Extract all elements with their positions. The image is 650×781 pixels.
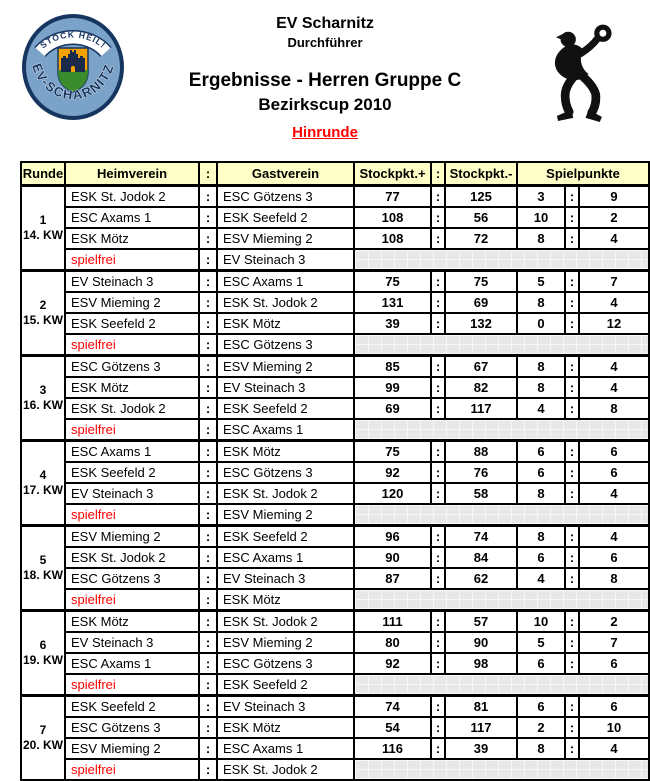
spielpunkte-home-cell: 5 — [517, 632, 565, 653]
stockpkt-plus-cell: 116 — [354, 738, 431, 759]
header-colon: : — [431, 162, 445, 186]
spielpunkte-home-cell: 5 — [517, 271, 565, 293]
bye-row — [21, 674, 649, 696]
colon-cell: : — [199, 249, 217, 271]
colon-cell: : — [565, 271, 579, 293]
bye-team-cell: ESK Mötz — [217, 589, 354, 611]
stockpkt-plus-cell: 54 — [354, 717, 431, 738]
spielpunkte-home-cell: 0 — [517, 313, 565, 334]
spielpunkte-guest-cell: 4 — [579, 292, 649, 313]
stockpkt-plus-cell: 120 — [354, 483, 431, 504]
colon-cell: : — [431, 377, 445, 398]
colon-cell: : — [199, 334, 217, 356]
stockpkt-plus-cell: 69 — [354, 398, 431, 419]
stockpkt-plus-cell: 99 — [354, 377, 431, 398]
guest-team-cell: EV Steinach 3 — [217, 377, 354, 398]
colon-cell: : — [431, 271, 445, 293]
spielpunkte-home-cell: 8 — [517, 292, 565, 313]
stockpkt-minus-cell: 72 — [445, 228, 517, 249]
round-cell — [21, 186, 65, 271]
spielpunkte-home-cell: 8 — [517, 738, 565, 759]
spielpunkte-home-cell: 3 — [517, 186, 565, 208]
colon-cell: : — [431, 462, 445, 483]
stockpkt-minus-cell: 56 — [445, 207, 517, 228]
home-team-cell: ESC Götzens 3 — [65, 356, 199, 378]
header-stockpkt-minus: Stockpkt.- — [445, 162, 517, 186]
guest-team-cell: ESC Axams 1 — [217, 271, 354, 293]
spielfrei-cell: spielfrei — [65, 504, 199, 526]
spielpunkte-home-cell: 8 — [517, 377, 565, 398]
colon-cell: : — [431, 186, 445, 208]
stockpkt-minus-cell: 82 — [445, 377, 517, 398]
header-colon: : — [199, 162, 217, 186]
empty-result-cell — [354, 334, 649, 356]
spielpunkte-guest-cell: 6 — [579, 653, 649, 674]
bye-row — [21, 334, 649, 356]
stockpkt-minus-cell: 125 — [445, 186, 517, 208]
spielpunkte-guest-cell: 2 — [579, 611, 649, 633]
home-team-cell: ESV Mieming 2 — [65, 526, 199, 548]
stockpkt-minus-cell: 132 — [445, 313, 517, 334]
spielpunkte-guest-cell: 4 — [579, 483, 649, 504]
spielpunkte-guest-cell: 7 — [579, 632, 649, 653]
colon-cell: : — [199, 696, 217, 718]
colon-cell: : — [565, 292, 579, 313]
spielpunkte-home-cell: 4 — [517, 398, 565, 419]
colon-cell: : — [565, 568, 579, 589]
match-row — [21, 462, 649, 483]
home-team-cell: ESC Axams 1 — [65, 207, 199, 228]
organizer-label: Durchführer — [287, 35, 363, 50]
colon-cell: : — [565, 462, 579, 483]
bye-row — [21, 759, 649, 780]
spielpunkte-guest-cell: 6 — [579, 547, 649, 568]
spielpunkte-home-cell: 6 — [517, 441, 565, 463]
spielpunkte-guest-cell: 8 — [579, 568, 649, 589]
colon-cell: : — [199, 547, 217, 568]
empty-result-cell — [354, 504, 649, 526]
spielpunkte-home-cell: 6 — [517, 462, 565, 483]
round-number: 2 — [39, 298, 47, 312]
guest-team-cell: ESK Seefeld 2 — [217, 526, 354, 548]
colon-cell: : — [199, 313, 217, 334]
guest-team-cell: ESK Mötz — [217, 717, 354, 738]
spielfrei-cell: spielfrei — [65, 419, 199, 441]
spielpunkte-home-cell: 10 — [517, 611, 565, 633]
colon-cell: : — [431, 441, 445, 463]
spielfrei-cell: spielfrei — [65, 674, 199, 696]
bye-row — [21, 589, 649, 611]
colon-cell: : — [199, 419, 217, 441]
colon-cell: : — [199, 398, 217, 419]
stockpkt-plus-cell: 108 — [354, 228, 431, 249]
spielpunkte-guest-cell: 6 — [579, 696, 649, 718]
colon-cell: : — [199, 228, 217, 249]
home-team-cell: ESK Seefeld 2 — [65, 696, 199, 718]
stockpkt-minus-cell: 67 — [445, 356, 517, 378]
match-row — [21, 377, 649, 398]
player-silhouette — [536, 20, 631, 122]
home-team-cell: ESC Götzens 3 — [65, 717, 199, 738]
spielpunkte-guest-cell: 2 — [579, 207, 649, 228]
stockpkt-minus-cell: 88 — [445, 441, 517, 463]
header-spielpunkte: Spielpunkte — [517, 162, 649, 186]
header-stockpkt-plus: Stockpkt.+ — [354, 162, 431, 186]
colon-cell: : — [565, 186, 579, 208]
colon-cell: : — [431, 483, 445, 504]
colon-cell: : — [565, 738, 579, 759]
match-row — [21, 526, 649, 548]
spielpunkte-home-cell: 8 — [517, 356, 565, 378]
stockpkt-plus-cell: 75 — [354, 441, 431, 463]
stockpkt-minus-cell: 76 — [445, 462, 517, 483]
stockpkt-plus-cell: 39 — [354, 313, 431, 334]
colon-cell: : — [431, 526, 445, 548]
stockpkt-plus-cell: 87 — [354, 568, 431, 589]
header-gastverein: Gastverein — [217, 162, 354, 186]
bye-row — [21, 419, 649, 441]
colon-cell: : — [199, 462, 217, 483]
round-week: 17. KW — [22, 483, 63, 497]
colon-cell: : — [565, 313, 579, 334]
colon-cell: : — [565, 398, 579, 419]
match-row — [21, 632, 649, 653]
stockpkt-plus-cell: 74 — [354, 696, 431, 718]
guest-team-cell: ESK St. Jodok 2 — [217, 483, 354, 504]
home-team-cell: ESK Seefeld 2 — [65, 462, 199, 483]
colon-cell: : — [199, 674, 217, 696]
table-header-row — [21, 162, 649, 186]
match-row — [21, 441, 649, 463]
home-team-cell: ESC Axams 1 — [65, 441, 199, 463]
colon-cell: : — [565, 356, 579, 378]
header-runde: Runde — [21, 162, 65, 186]
spielpunkte-home-cell: 8 — [517, 483, 565, 504]
colon-cell: : — [431, 398, 445, 419]
home-team-cell: ESK Mötz — [65, 377, 199, 398]
colon-cell: : — [431, 632, 445, 653]
home-team-cell: ESK St. Jodok 2 — [65, 547, 199, 568]
guest-team-cell: ESK Seefeld 2 — [217, 207, 354, 228]
stockpkt-minus-cell: 75 — [445, 271, 517, 293]
guest-team-cell: ESV Mieming 2 — [217, 356, 354, 378]
guest-team-cell: ESC Götzens 3 — [217, 186, 354, 208]
home-team-cell: ESK St. Jodok 2 — [65, 398, 199, 419]
colon-cell: : — [431, 653, 445, 674]
round-number: 4 — [39, 468, 47, 482]
match-row — [21, 568, 649, 589]
match-row — [21, 292, 649, 313]
guest-team-cell: ESK Seefeld 2 — [217, 398, 354, 419]
colon-cell: : — [565, 207, 579, 228]
spielpunkte-guest-cell: 4 — [579, 738, 649, 759]
round-number: 5 — [39, 553, 47, 567]
match-row — [21, 398, 649, 419]
spielpunkte-home-cell: 4 — [517, 568, 565, 589]
round-week: 15. KW — [22, 313, 63, 327]
club-name: EV Scharnitz — [276, 15, 374, 32]
colon-cell: : — [199, 504, 217, 526]
stockpkt-minus-cell: 39 — [445, 738, 517, 759]
match-row — [21, 483, 649, 504]
round-number: 6 — [39, 638, 47, 652]
round-number: 7 — [39, 723, 47, 737]
guest-team-cell: ESV Mieming 2 — [217, 632, 354, 653]
match-row — [21, 717, 649, 738]
bye-team-cell: ESK St. Jodok 2 — [217, 759, 354, 780]
colon-cell: : — [565, 653, 579, 674]
round-cell — [21, 611, 65, 696]
spielfrei-cell: spielfrei — [65, 334, 199, 356]
colon-cell: : — [199, 483, 217, 504]
colon-cell: : — [431, 611, 445, 633]
stockpkt-plus-cell: 92 — [354, 653, 431, 674]
guest-team-cell: ESC Götzens 3 — [217, 462, 354, 483]
round-cell — [21, 696, 65, 781]
match-row — [21, 547, 649, 568]
round-cell — [21, 441, 65, 526]
stockpkt-minus-cell: 74 — [445, 526, 517, 548]
colon-cell: : — [199, 377, 217, 398]
stockpkt-plus-cell: 85 — [354, 356, 431, 378]
colon-cell: : — [431, 207, 445, 228]
stockpkt-minus-cell: 98 — [445, 653, 517, 674]
spielfrei-cell: spielfrei — [65, 589, 199, 611]
stockpkt-plus-cell: 77 — [354, 186, 431, 208]
header-heimverein: Heimverein — [65, 162, 199, 186]
stocksport-player-icon — [536, 20, 631, 122]
guest-team-cell: ESV Mieming 2 — [217, 228, 354, 249]
home-team-cell: EV Steinach 3 — [65, 271, 199, 293]
stockpkt-plus-cell: 108 — [354, 207, 431, 228]
match-row — [21, 356, 649, 378]
colon-cell: : — [565, 632, 579, 653]
empty-result-cell — [354, 589, 649, 611]
round-week: 16. KW — [22, 398, 63, 412]
match-row — [21, 611, 649, 633]
results-table — [20, 161, 650, 781]
round-week: 19. KW — [22, 653, 63, 667]
colon-cell: : — [431, 356, 445, 378]
home-team-cell: ESK St. Jodok 2 — [65, 186, 199, 208]
stockpkt-plus-cell: 92 — [354, 462, 431, 483]
round-cell — [21, 526, 65, 611]
colon-cell: : — [199, 207, 217, 228]
stockpkt-minus-cell: 84 — [445, 547, 517, 568]
colon-cell: : — [199, 568, 217, 589]
stockpkt-minus-cell: 117 — [445, 717, 517, 738]
spielpunkte-guest-cell: 9 — [579, 186, 649, 208]
stockpkt-minus-cell: 58 — [445, 483, 517, 504]
guest-team-cell: ESC Götzens 3 — [217, 653, 354, 674]
colon-cell: : — [199, 632, 217, 653]
match-row — [21, 313, 649, 334]
home-team-cell: ESK Seefeld 2 — [65, 313, 199, 334]
spielpunkte-guest-cell: 7 — [579, 271, 649, 293]
bye-row — [21, 249, 649, 271]
colon-cell: : — [199, 526, 217, 548]
spielpunkte-home-cell: 6 — [517, 653, 565, 674]
colon-cell: : — [199, 611, 217, 633]
home-team-cell: ESK Mötz — [65, 611, 199, 633]
home-team-cell: ESV Mieming 2 — [65, 738, 199, 759]
spielpunkte-guest-cell: 6 — [579, 462, 649, 483]
stockpkt-minus-cell: 62 — [445, 568, 517, 589]
stockpkt-plus-cell: 80 — [354, 632, 431, 653]
colon-cell: : — [199, 738, 217, 759]
colon-cell: : — [565, 611, 579, 633]
colon-cell: : — [199, 271, 217, 293]
colon-cell: : — [199, 441, 217, 463]
spielfrei-cell: spielfrei — [65, 759, 199, 780]
colon-cell: : — [565, 228, 579, 249]
empty-result-cell — [354, 759, 649, 780]
bye-team-cell: ESC Axams 1 — [217, 419, 354, 441]
match-row — [21, 207, 649, 228]
spielpunkte-guest-cell: 8 — [579, 398, 649, 419]
svg-text:EV-SCHARNITZ: EV-SCHARNITZ — [29, 61, 117, 103]
round-cell — [21, 356, 65, 441]
cup-title: Bezirkscup 2010 — [258, 95, 392, 114]
home-team-cell: ESC Axams 1 — [65, 653, 199, 674]
empty-result-cell — [354, 674, 649, 696]
empty-result-cell — [354, 249, 649, 271]
bye-team-cell: ESK Seefeld 2 — [217, 674, 354, 696]
stockpkt-minus-cell: 117 — [445, 398, 517, 419]
section-title: Hinrunde — [292, 124, 358, 141]
svg-text:STOCK HEIL!: STOCK HEIL! — [38, 29, 109, 51]
home-team-cell: EV Steinach 3 — [65, 483, 199, 504]
stockpkt-plus-cell: 131 — [354, 292, 431, 313]
colon-cell: : — [565, 441, 579, 463]
colon-cell: : — [565, 547, 579, 568]
colon-cell: : — [199, 759, 217, 780]
bye-team-cell: ESV Mieming 2 — [217, 504, 354, 526]
guest-team-cell: EV Steinach 3 — [217, 568, 354, 589]
spielfrei-cell: spielfrei — [65, 249, 199, 271]
stockpkt-plus-cell: 111 — [354, 611, 431, 633]
home-team-cell: ESV Mieming 2 — [65, 292, 199, 313]
guest-team-cell: ESK Mötz — [217, 313, 354, 334]
round-cell — [21, 271, 65, 356]
spielpunkte-home-cell: 6 — [517, 696, 565, 718]
match-row — [21, 696, 649, 718]
colon-cell: : — [431, 292, 445, 313]
bye-row — [21, 504, 649, 526]
home-team-cell: EV Steinach 3 — [65, 632, 199, 653]
match-row — [21, 228, 649, 249]
spielpunkte-home-cell: 6 — [517, 547, 565, 568]
colon-cell: : — [199, 356, 217, 378]
spielpunkte-home-cell: 8 — [517, 526, 565, 548]
stockpkt-plus-cell: 75 — [354, 271, 431, 293]
guest-team-cell: ESK St. Jodok 2 — [217, 292, 354, 313]
round-week: 20. KW — [22, 738, 63, 752]
bye-team-cell: ESC Götzens 3 — [217, 334, 354, 356]
colon-cell: : — [431, 696, 445, 718]
colon-cell: : — [431, 313, 445, 334]
spielpunkte-home-cell: 2 — [517, 717, 565, 738]
colon-cell: : — [431, 738, 445, 759]
stockpkt-minus-cell: 69 — [445, 292, 517, 313]
colon-cell: : — [565, 717, 579, 738]
round-number: 1 — [39, 213, 47, 227]
guest-team-cell: ESC Axams 1 — [217, 547, 354, 568]
spielpunkte-guest-cell: 4 — [579, 356, 649, 378]
colon-cell: : — [565, 526, 579, 548]
stockpkt-minus-cell: 57 — [445, 611, 517, 633]
spielpunkte-home-cell: 8 — [517, 228, 565, 249]
colon-cell: : — [431, 228, 445, 249]
round-week: 18. KW — [22, 568, 63, 582]
colon-cell: : — [431, 568, 445, 589]
colon-cell: : — [565, 696, 579, 718]
guest-team-cell: EV Steinach 3 — [217, 696, 354, 718]
guest-team-cell: ESK Mötz — [217, 441, 354, 463]
round-week: 14. KW — [22, 228, 63, 242]
bye-team-cell: EV Steinach 3 — [217, 249, 354, 271]
match-row — [21, 738, 649, 759]
colon-cell: : — [565, 377, 579, 398]
home-team-cell: ESK Mötz — [65, 228, 199, 249]
colon-cell: : — [199, 589, 217, 611]
stockpkt-plus-cell: 90 — [354, 547, 431, 568]
spielpunkte-guest-cell: 4 — [579, 526, 649, 548]
stockpkt-minus-cell: 81 — [445, 696, 517, 718]
match-row — [21, 653, 649, 674]
stockpkt-plus-cell: 96 — [354, 526, 431, 548]
match-row — [21, 186, 649, 208]
spielpunkte-guest-cell: 6 — [579, 441, 649, 463]
spielpunkte-guest-cell: 12 — [579, 313, 649, 334]
empty-result-cell — [354, 419, 649, 441]
results-table-body — [21, 186, 649, 781]
colon-cell: : — [431, 717, 445, 738]
colon-cell: : — [199, 653, 217, 674]
stockpkt-minus-cell: 90 — [445, 632, 517, 653]
spielpunkte-guest-cell: 4 — [579, 228, 649, 249]
colon-cell: : — [431, 547, 445, 568]
colon-cell: : — [199, 717, 217, 738]
spielpunkte-home-cell: 10 — [517, 207, 565, 228]
colon-cell: : — [199, 292, 217, 313]
match-row — [21, 271, 649, 293]
colon-cell: : — [565, 483, 579, 504]
round-number: 3 — [39, 383, 47, 397]
page-title: Ergebnisse - Herren Gruppe C — [188, 70, 462, 91]
home-team-cell: ESC Götzens 3 — [65, 568, 199, 589]
colon-cell: : — [199, 186, 217, 208]
spielpunkte-guest-cell: 10 — [579, 717, 649, 738]
spielpunkte-guest-cell: 4 — [579, 377, 649, 398]
guest-team-cell: ESC Axams 1 — [217, 738, 354, 759]
guest-team-cell: ESK St. Jodok 2 — [217, 611, 354, 633]
